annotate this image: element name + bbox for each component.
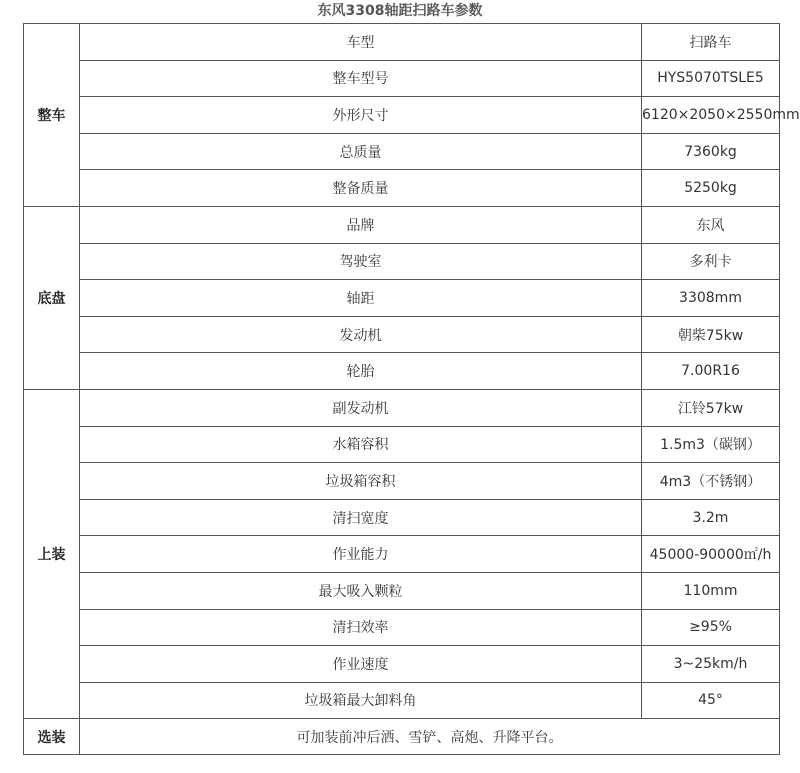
row-value: 1.5m3（碳钢） <box>642 426 780 463</box>
table-row <box>24 646 780 683</box>
row-value: 多利卡 <box>642 243 780 280</box>
row-value: 3.2m <box>642 499 780 536</box>
row-value: 45° <box>642 682 780 719</box>
table-row <box>24 353 780 390</box>
row-value: ≥95% <box>642 609 780 646</box>
table-row <box>24 572 780 609</box>
row-value: 4m3（不锈钢） <box>642 463 780 500</box>
row-value: 扫路车 <box>642 24 780 61</box>
row-label: 驾驶室 <box>80 243 642 280</box>
group-upper: 上装 <box>24 389 80 718</box>
table-row <box>24 499 780 536</box>
row-value: 110mm <box>642 572 780 609</box>
table-row <box>24 206 780 243</box>
row-label: 作业速度 <box>80 646 642 683</box>
row-value: 3308mm <box>642 280 780 317</box>
table-row <box>24 170 780 207</box>
row-label: 副发动机 <box>80 389 642 426</box>
table-row <box>24 24 780 61</box>
table-row <box>24 389 780 426</box>
row-label: 品牌 <box>80 206 642 243</box>
group-optional: 选装 <box>24 719 80 755</box>
group-chassis: 底盘 <box>24 206 80 389</box>
row-label: 作业能力 <box>80 536 642 573</box>
spec-table <box>23 23 800 755</box>
table-row <box>24 536 780 573</box>
table-row <box>24 133 780 170</box>
row-value: 7.00R16 <box>642 353 780 390</box>
row-label: 整备质量 <box>80 170 642 207</box>
table-row <box>24 316 780 353</box>
table-row <box>24 243 780 280</box>
row-value: 东风 <box>642 206 780 243</box>
row-value: 朝柴75kw <box>642 316 780 353</box>
table-row <box>24 97 780 134</box>
optional-note: 可加装前冲后洒、雪铲、高炮、升降平台。 <box>80 719 780 755</box>
row-label: 清扫宽度 <box>80 499 642 536</box>
table-row <box>24 719 780 755</box>
table-row <box>24 60 780 97</box>
table-title: 东风3308轴距扫路车参数 <box>317 3 483 19</box>
row-value: 6120×2050×2550mm <box>642 97 780 134</box>
row-label: 轴距 <box>80 280 642 317</box>
table-row <box>24 426 780 463</box>
row-value: 5250kg <box>642 170 780 207</box>
row-value: 7360kg <box>642 133 780 170</box>
row-label: 发动机 <box>80 316 642 353</box>
row-label: 最大吸入颗粒 <box>80 572 642 609</box>
row-value: 45000-90000㎡/h <box>642 536 780 573</box>
row-value: 江铃57kw <box>642 389 780 426</box>
row-label: 外形尺寸 <box>80 97 642 134</box>
row-label: 水箱容积 <box>80 426 642 463</box>
row-label: 轮胎 <box>80 353 642 390</box>
row-value: 3~25km/h <box>642 646 780 683</box>
table-row <box>24 682 780 719</box>
row-value: HYS5070TSLE5 <box>642 60 780 97</box>
row-label: 整车型号 <box>80 60 642 97</box>
table-row <box>24 280 780 317</box>
group-vehicle: 整车 <box>24 24 80 207</box>
table-row <box>24 463 780 500</box>
row-label: 垃圾箱容积 <box>80 463 642 500</box>
row-label: 垃圾箱最大卸料角 <box>80 682 642 719</box>
row-label: 车型 <box>80 24 642 61</box>
row-label: 总质量 <box>80 133 642 170</box>
table-row <box>24 609 780 646</box>
row-label: 清扫效率 <box>80 609 642 646</box>
